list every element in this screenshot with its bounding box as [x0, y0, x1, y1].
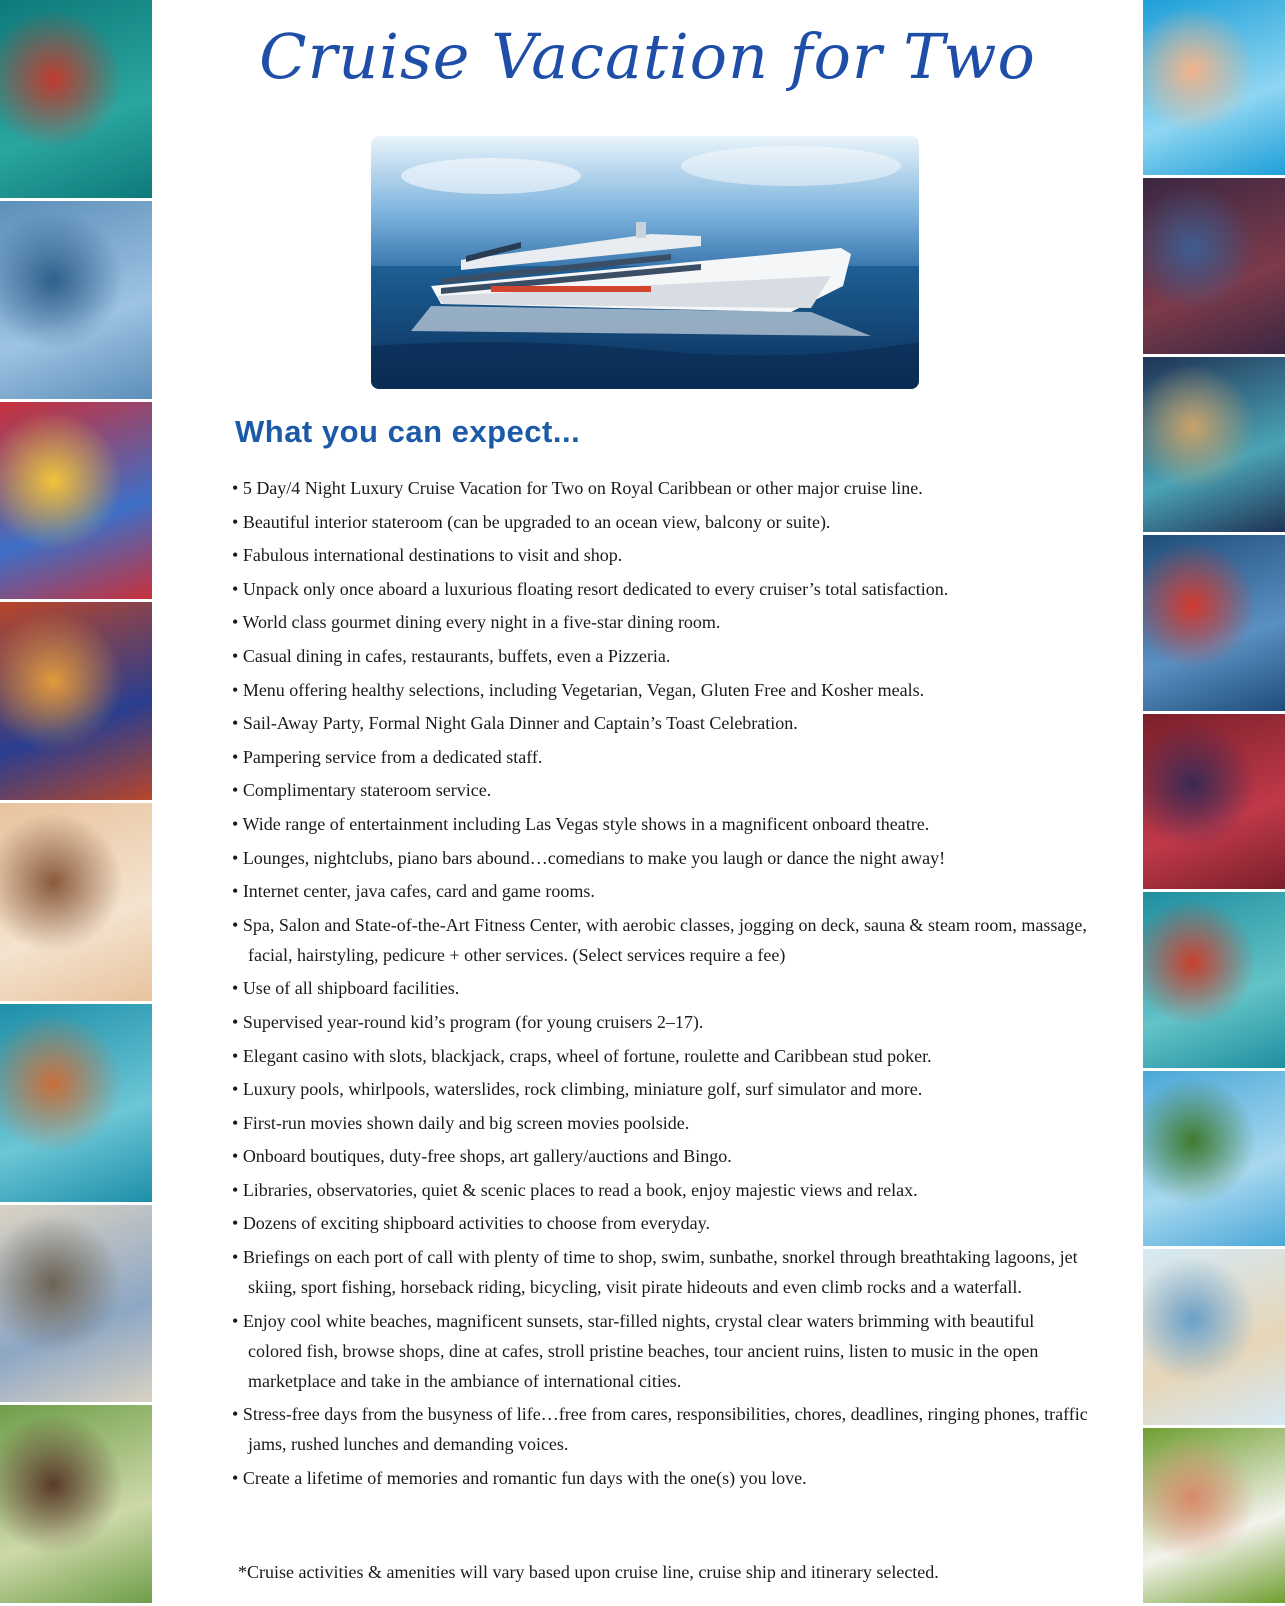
list-item: • Stress-free days from the busyness of life…free from cares, responsibilities, chores, deadlines, ringing phones, traffic jams, rushed lunches and demanding voices. [232, 1399, 1092, 1459]
list-item: • Sail-Away Party, Formal Night Gala Dinner and Captain’s Toast Celebration. [232, 708, 1092, 738]
list-item: • Libraries, observatories, quiet & scenic places to read a book, enjoy majestic views and relax. [232, 1175, 1092, 1205]
bumper-cars-photo [1143, 535, 1285, 713]
right-photo-strip [1143, 0, 1285, 1606]
couple-on-beach-photo [1143, 1249, 1285, 1427]
list-item: • Luxury pools, whirlpools, waterslides, rock climbing, miniature golf, surf simulator and more. [232, 1074, 1092, 1104]
page-title: Cruise Vacation for Two [259, 20, 1036, 93]
list-item: • Elegant casino with slots, blackjack, craps, wheel of fortune, roulette and Caribbean stud poker. [232, 1041, 1092, 1071]
list-item: • 5 Day/4 Night Luxury Cruise Vacation for Two on Royal Caribbean or other major cruise line. [232, 473, 1092, 503]
theater-seats-photo [1143, 714, 1285, 892]
list-item: • Briefings on each port of call with plenty of time to shop, swim, sunbathe, snorkel through breathtaking lagoons, jet skiing, sport fishing, horseback riding, bicycling, visit pirate hideouts and even climb rocks and a waterfall. [232, 1242, 1092, 1302]
list-item: • Beautiful interior stateroom (can be upgraded to an ocean view, balcony or suite). [232, 507, 1092, 537]
list-item: • Dozens of exciting shipboard activities to choose from everyday. [232, 1208, 1092, 1238]
list-item: • Pampering service from a dedicated staff. [232, 742, 1092, 772]
ship-pool-deck-photo [0, 201, 152, 402]
list-item: • Complimentary stateroom service. [232, 775, 1092, 805]
list-item: • Spa, Salon and State-of-the-Art Fitness Center, with aerobic classes, jogging on deck, sauna & steam room, massage, facial, hairstyling, pedicure + other services. (Select services require a fee) [232, 910, 1092, 970]
list-item: • Unpack only once aboard a luxurious floating resort dedicated to every cruiser’s total satisfaction. [232, 574, 1092, 604]
roulette-wheel-photo [0, 602, 152, 803]
palm-tree-beach-photo [1143, 1071, 1285, 1249]
list-item: • Supervised year-round kid’s program (for young cruisers 2–17). [232, 1007, 1092, 1037]
list-item: • Menu offering healthy selections, including Vegetarian, Vegan, Gluten Free and Kosher meals. [232, 675, 1092, 705]
girl-swimming-pool-photo [1143, 0, 1285, 178]
section-heading: What you can expect... [235, 414, 581, 449]
rock-climbing-wall-photo [0, 1205, 152, 1406]
smiling-family-photo [0, 1405, 152, 1606]
list-item: • Fabulous international destinations to visit and shop. [232, 540, 1092, 570]
left-photo-strip [0, 0, 152, 1606]
list-item: • Create a lifetime of memories and romantic fun days with the one(s) you love. [232, 1463, 1092, 1493]
list-item: • Internet center, java cafes, card and game rooms. [232, 876, 1092, 906]
snorkeler-starfish-photo [0, 0, 152, 201]
kayaking-photo [1143, 892, 1285, 1070]
footnote: *Cruise activities & amenities will vary based upon cruise line, cruise ship and itinerary selected. [238, 1562, 939, 1582]
ship-dining-room-photo [1143, 178, 1285, 356]
couple-toast-photo [0, 803, 152, 1004]
list-item: • Wide range of entertainment including Las Vegas style shows in a magnificent onboard theatre. [232, 809, 1092, 839]
cruise-ship-illustration [371, 136, 919, 389]
list-item: • Lounges, nightclubs, piano bars abound…comedians to make you laugh or dance the night away! [232, 843, 1092, 873]
woman-sun-hat-photo [1143, 1428, 1285, 1606]
list-item: • Onboard boutiques, duty-free shops, art gallery/auctions and Bingo. [232, 1141, 1092, 1171]
ship-atrium-night-photo [1143, 357, 1285, 535]
list-item: • World class gourmet dining every night in a five-star dining room. [232, 607, 1092, 637]
waterslide-photo [0, 402, 152, 603]
features-list [232, 473, 1092, 1496]
snorkel-diver-photo [0, 1004, 152, 1205]
list-item: • Enjoy cool white beaches, magnificent sunsets, star-filled nights, crystal clear waters brimming with beautiful colored fish, browse shops, dine at cafes, stroll pristine beaches, tour ancient ruins, listen to music in the open marketplace and take in the ambiance of international cities. [232, 1306, 1092, 1396]
list-item: • Casual dining in cafes, restaurants, buffets, even a Pizzeria. [232, 641, 1092, 671]
list-item: • Use of all shipboard facilities. [232, 973, 1092, 1003]
cruise-ship-photo [371, 136, 919, 389]
list-item: • First-run movies shown daily and big screen movies poolside. [232, 1108, 1092, 1138]
